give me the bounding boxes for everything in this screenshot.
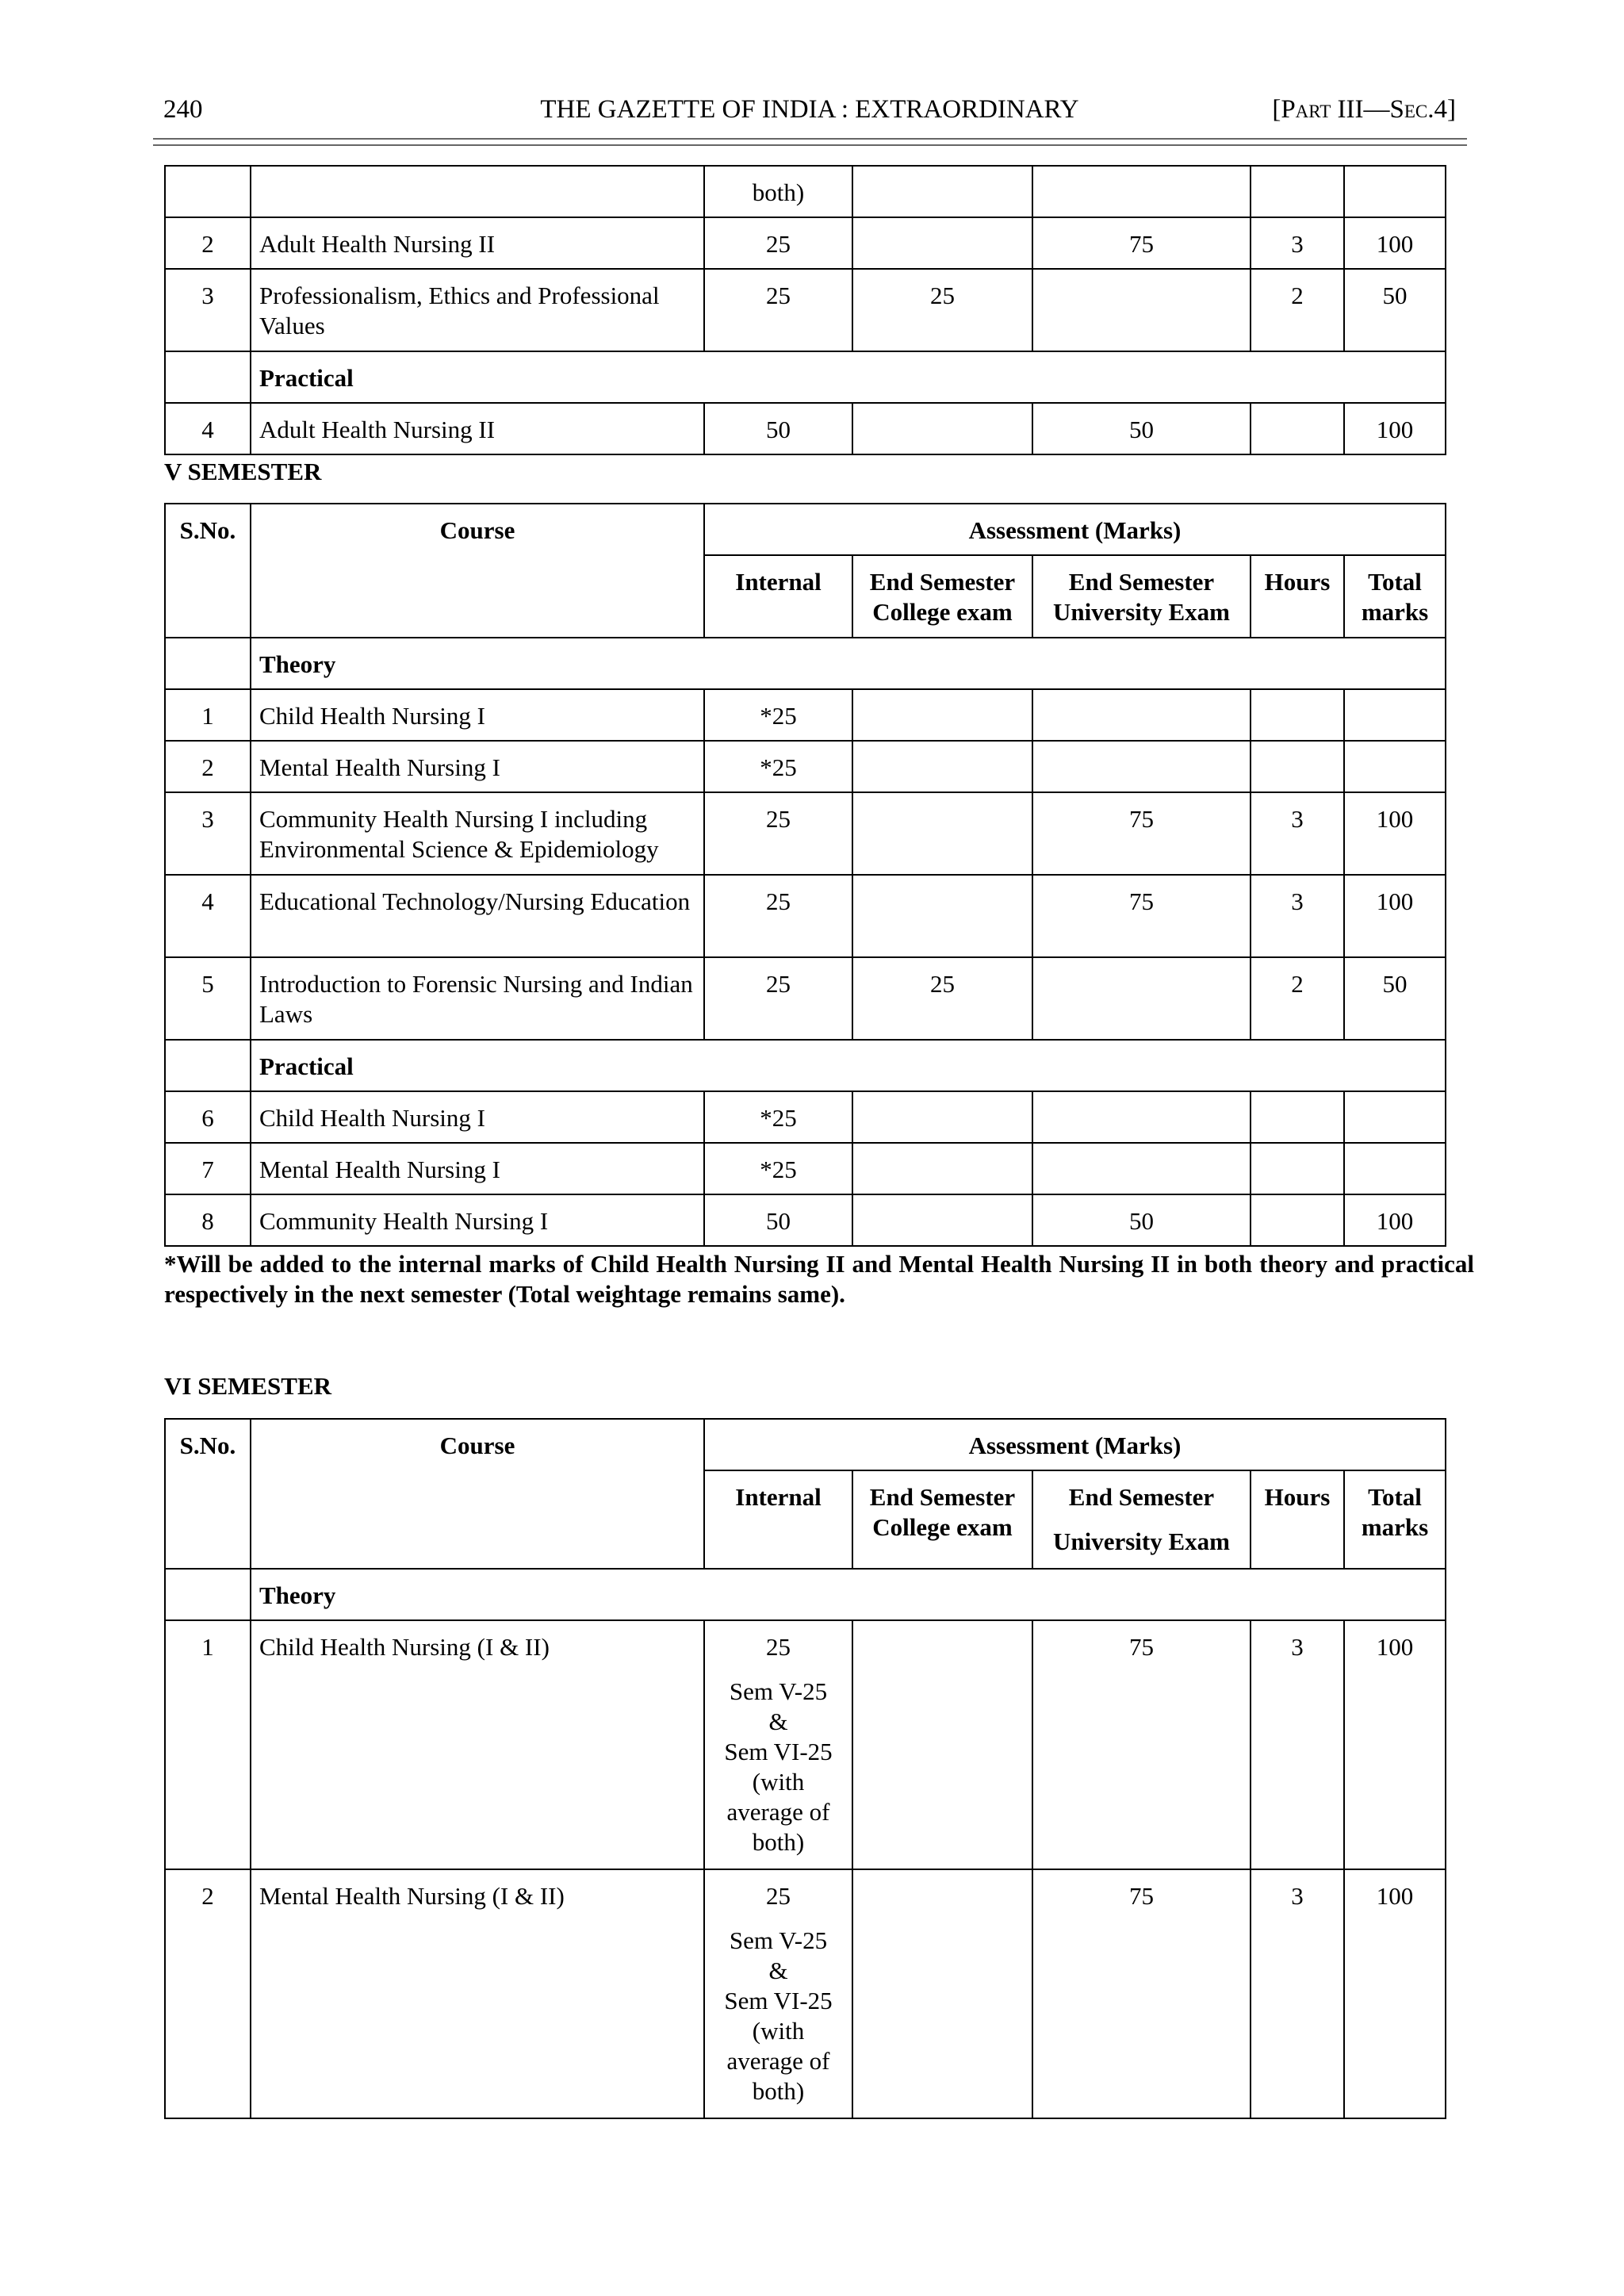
cell-total: 100 (1344, 217, 1446, 269)
table-row (165, 403, 1446, 454)
col-course: Course (251, 1419, 704, 1569)
cell-total (1344, 166, 1446, 217)
cell-sno (165, 166, 251, 217)
cell-internal: *25 (704, 1143, 852, 1194)
vi-semester-heading: VI SEMESTER (164, 1372, 332, 1400)
cell-total: 100 (1344, 792, 1446, 875)
cell-sno: 4 (165, 403, 251, 454)
cell-internal: *25 (704, 1091, 852, 1143)
cell-internal: 25 (704, 792, 852, 875)
cell-hours: 3 (1251, 875, 1344, 957)
internal-detail-line: & (768, 1708, 788, 1735)
table-row (165, 1194, 1446, 1246)
cell-sno: 4 (165, 875, 251, 957)
col-internal: Internal (704, 1470, 852, 1569)
theory-label-row (165, 1569, 1446, 1620)
cell-college (852, 166, 1032, 217)
page-number: 240 (163, 95, 203, 124)
cell-sno: 2 (165, 217, 251, 269)
col-university-line1: End Semester (1068, 1483, 1215, 1511)
cell-hours (1251, 741, 1344, 792)
theory-label: Theory (251, 1569, 1446, 1620)
cell-college (852, 217, 1032, 269)
cell-internal: *25 (704, 689, 852, 741)
cell-total: 100 (1344, 1194, 1446, 1246)
cell-course: Mental Health Nursing I (251, 741, 704, 792)
cell-university (1032, 741, 1251, 792)
theory-label-row (165, 638, 1446, 689)
cell-total: 100 (1344, 1869, 1446, 2118)
col-total-marks: Total marks (1344, 1470, 1446, 1569)
practical-label-row (165, 351, 1446, 403)
cell-college (852, 689, 1032, 741)
table-row (165, 875, 1446, 957)
cell-internal: *25 (704, 741, 852, 792)
table-row (165, 1620, 1446, 1869)
col-hours: Hours (1251, 555, 1344, 638)
cell-sno: 3 (165, 269, 251, 351)
page-header (163, 95, 1456, 135)
cell-college (852, 1143, 1032, 1194)
table-row (165, 1869, 1446, 2118)
cell-hours: 3 (1251, 1869, 1344, 2118)
cell-total (1344, 1143, 1446, 1194)
cell-hours (1251, 403, 1344, 454)
practical-label-row (165, 1040, 1446, 1091)
internal-detail-line: Sem V-25 (729, 1926, 828, 1954)
cell-hours: 3 (1251, 792, 1344, 875)
cell-course: Introduction to Forensic Nursing and Indian Laws (251, 957, 704, 1040)
cell-sno: 1 (165, 689, 251, 741)
cell-course: Adult Health Nursing II (251, 217, 704, 269)
cell-college (852, 403, 1032, 454)
cell-college (852, 1869, 1032, 2118)
cell-internal: 50 (704, 403, 852, 454)
cell-hours (1251, 1194, 1344, 1246)
cell-internal: 50 (704, 1194, 852, 1246)
cell-course: Mental Health Nursing (I & II) (251, 1869, 704, 2118)
cell-internal (704, 1869, 852, 2118)
cell-internal: 25 (704, 269, 852, 351)
col-college-exam: End Semester College exam (852, 555, 1032, 638)
cell-empty (165, 1040, 251, 1091)
cell-university: 75 (1032, 1869, 1251, 2118)
table-row (165, 689, 1446, 741)
col-total-marks: Total marks (1344, 555, 1446, 638)
cell-sno: 3 (165, 792, 251, 875)
cell-course (251, 166, 704, 217)
cell-course: Adult Health Nursing II (251, 403, 704, 454)
cell-course: Professionalism, Ethics and Professional Values (251, 269, 704, 351)
table-v-semester (164, 503, 1446, 1247)
internal-detail-line: (with (752, 1768, 805, 1796)
cell-university (1032, 1091, 1251, 1143)
cell-hours: 3 (1251, 217, 1344, 269)
v-semester-footnote: *Will be added to the internal marks of Child Health Nursing II and Mental Health Nursing II in both theory and practical respectively in the next semester (Total weightage remains same). (164, 1250, 1474, 1308)
cell-university (1032, 1143, 1251, 1194)
cell-sno: 7 (165, 1143, 251, 1194)
col-course: Course (251, 504, 704, 638)
cell-total: 50 (1344, 269, 1446, 351)
col-university-exam: End Semester University Exam (1032, 555, 1251, 638)
cell-university: 50 (1032, 1194, 1251, 1246)
v-semester-heading: V SEMESTER (164, 458, 322, 485)
table-row (165, 217, 1446, 269)
cell-empty (165, 351, 251, 403)
col-sno: S.No. (165, 504, 251, 638)
col-assessment: Assessment (Marks) (704, 504, 1446, 555)
internal-detail-line: both) (752, 1828, 805, 1856)
table-vi-semester (164, 1418, 1446, 2119)
cell-internal: 25 (704, 217, 852, 269)
cell-internal (704, 1620, 852, 1869)
table-row (165, 166, 1446, 217)
cell-hours: 2 (1251, 269, 1344, 351)
cell-college (852, 792, 1032, 875)
col-university-exam (1032, 1470, 1251, 1569)
cell-course: Educational Technology/Nursing Education (251, 875, 704, 957)
cell-sno: 2 (165, 741, 251, 792)
cell-hours (1251, 166, 1344, 217)
header-rule (153, 138, 1467, 140)
internal-detail-line: (with (752, 2017, 805, 2045)
cell-hours: 3 (1251, 1620, 1344, 1869)
internal-detail-line: & (768, 1957, 788, 1984)
cell-internal: both) (704, 166, 852, 217)
cell-college: 25 (852, 957, 1032, 1040)
table-iv-continued (164, 165, 1446, 455)
cell-total: 50 (1344, 957, 1446, 1040)
col-assessment: Assessment (Marks) (704, 1419, 1446, 1470)
cell-university: 75 (1032, 217, 1251, 269)
internal-main: 25 (766, 1882, 791, 1910)
cell-course: Community Health Nursing I including Environmental Science & Epidemiology (251, 792, 704, 875)
cell-sno: 1 (165, 1620, 251, 1869)
internal-detail-line: average of (726, 2047, 830, 2075)
cell-course: Child Health Nursing I (251, 689, 704, 741)
cell-college: 25 (852, 269, 1032, 351)
cell-total: 100 (1344, 1620, 1446, 1869)
cell-empty (165, 1569, 251, 1620)
cell-sno: 8 (165, 1194, 251, 1246)
cell-university: 75 (1032, 1620, 1251, 1869)
col-college-exam: End Semester College exam (852, 1470, 1032, 1569)
practical-label: Practical (251, 1040, 1446, 1091)
internal-detail-line: Sem VI-25 (724, 1987, 833, 2014)
internal-detail-line: both) (752, 2077, 805, 2105)
cell-hours (1251, 689, 1344, 741)
cell-internal: 25 (704, 875, 852, 957)
table-row (165, 269, 1446, 351)
table-row (165, 792, 1446, 875)
internal-main: 25 (766, 1633, 791, 1661)
header-rule-double (153, 144, 1467, 146)
cell-sno: 2 (165, 1869, 251, 2118)
internal-detail-line: Sem VI-25 (724, 1738, 833, 1765)
cell-total (1344, 741, 1446, 792)
cell-university (1032, 166, 1251, 217)
cell-college (852, 875, 1032, 957)
cell-hours (1251, 1091, 1344, 1143)
cell-course: Community Health Nursing I (251, 1194, 704, 1246)
cell-course: Child Health Nursing (I & II) (251, 1620, 704, 1869)
cell-hours (1251, 1143, 1344, 1194)
cell-university: 75 (1032, 792, 1251, 875)
cell-total: 100 (1344, 403, 1446, 454)
table-row (165, 1091, 1446, 1143)
cell-course: Child Health Nursing I (251, 1091, 704, 1143)
theory-label: Theory (251, 638, 1446, 689)
table-row (165, 1143, 1446, 1194)
header-row (165, 1419, 1446, 1470)
cell-university (1032, 957, 1251, 1040)
part-section: [Part III—Sec.4] (1272, 95, 1456, 124)
cell-internal: 25 (704, 957, 852, 1040)
cell-sno: 6 (165, 1091, 251, 1143)
cell-hours: 2 (1251, 957, 1344, 1040)
internal-detail-line: Sem V-25 (729, 1677, 828, 1705)
header-row (165, 504, 1446, 555)
cell-college (852, 1620, 1032, 1869)
cell-course: Mental Health Nursing I (251, 1143, 704, 1194)
col-hours: Hours (1251, 1470, 1344, 1569)
cell-total (1344, 1091, 1446, 1143)
cell-college (852, 1194, 1032, 1246)
cell-college (852, 741, 1032, 792)
cell-university: 75 (1032, 875, 1251, 957)
internal-detail-line: average of (726, 1798, 830, 1826)
cell-college (852, 1091, 1032, 1143)
cell-university: 50 (1032, 403, 1251, 454)
col-university-line2: University Exam (1052, 1527, 1230, 1555)
table-row (165, 741, 1446, 792)
cell-university (1032, 689, 1251, 741)
cell-sno: 5 (165, 957, 251, 1040)
gazette-title: THE GAZETTE OF INDIA : EXTRAORDINARY (540, 95, 1079, 124)
cell-empty (165, 638, 251, 689)
table-row (165, 957, 1446, 1040)
practical-label: Practical (251, 351, 1446, 403)
cell-total (1344, 689, 1446, 741)
col-internal: Internal (704, 555, 852, 638)
cell-university (1032, 269, 1251, 351)
cell-total: 100 (1344, 875, 1446, 957)
col-sno: S.No. (165, 1419, 251, 1569)
